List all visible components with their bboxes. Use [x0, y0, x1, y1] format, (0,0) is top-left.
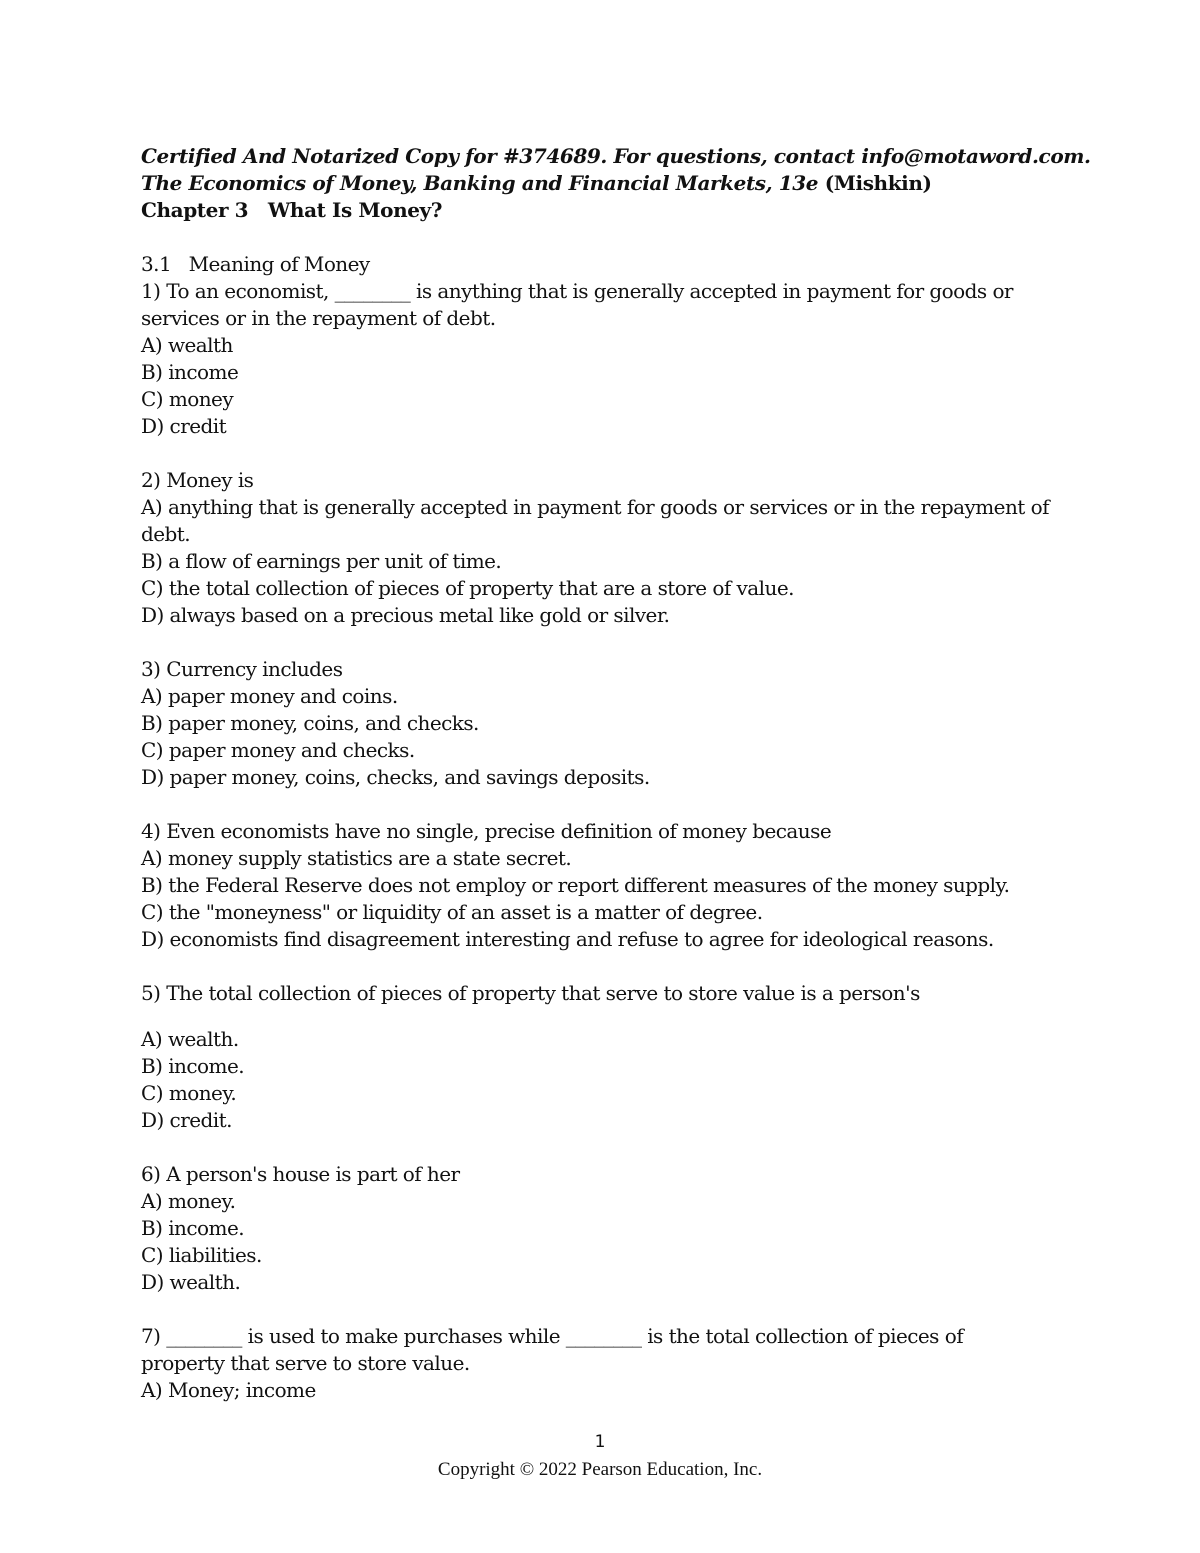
answer-option: C) the "moneyness" or liquidity of an asset is a matter of degree. — [141, 900, 763, 924]
answer-option: B) income — [141, 360, 239, 384]
answer-option: B) a flow of earnings per unit of time. — [141, 549, 502, 573]
answer-option: D) economists find disagreement interesting and refuse to agree for ideological reasons. — [141, 927, 994, 951]
spacer — [141, 224, 1041, 251]
answer-option: C) money. — [141, 1081, 237, 1105]
answer-option: B) the Federal Reserve does not employ or report different measures of the money supply. — [141, 873, 1010, 897]
question-block — [141, 656, 1041, 791]
question-stem: 5) The total collection of pieces of property that serve to store value is a person's — [141, 981, 920, 1005]
page-content — [141, 143, 1091, 1404]
answer-option: D) wealth. — [141, 1270, 241, 1294]
book-title: The Economics of Money, Banking and Financial Markets, 13e — [141, 171, 819, 195]
answer-option: C) the total collection of pieces of property that are a store of value. — [141, 576, 794, 600]
question-stem: 2) Money is — [141, 468, 254, 492]
certification-line: Certified And Notarized Copy for #374689. For questions, contact info@motaword.com. — [141, 144, 1091, 168]
question-block — [141, 467, 1049, 629]
question-stem — [141, 1007, 1041, 1026]
answer-option: B) income. — [141, 1216, 245, 1240]
question-block — [141, 980, 1041, 1134]
question-block — [141, 1323, 1041, 1404]
answer-option: A) Money; income — [141, 1378, 316, 1402]
answer-option: C) paper money and checks. — [141, 738, 415, 762]
answer-option: D) paper money, coins, checks, and savings deposits. — [141, 765, 650, 789]
question-stem: 4) Even economists have no single, precise definition of money because — [141, 819, 832, 843]
answer-option: B) income. — [141, 1054, 245, 1078]
question-stem: property that serve to store value. — [141, 1351, 470, 1375]
question-list — [141, 278, 1049, 1404]
answer-option: B) paper money, coins, and checks. — [141, 711, 479, 735]
book-author: (Mishkin) — [824, 171, 932, 195]
answer-option: debt. — [141, 522, 191, 546]
question-stem: 6) A person's house is part of her — [141, 1162, 460, 1186]
question-block — [141, 818, 1041, 953]
page-number: 1 — [594, 1432, 606, 1452]
answer-option: A) money. — [141, 1189, 236, 1213]
question-block — [141, 1161, 1041, 1296]
answer-option: A) wealth — [141, 333, 233, 357]
answer-option: A) money supply statistics are a state secret. — [141, 846, 572, 870]
question-stem: 3) Currency includes — [141, 657, 343, 681]
answer-option: D) credit. — [141, 1108, 232, 1132]
answer-option: D) always based on a precious metal like gold or silver. — [141, 603, 670, 627]
book-title-line — [141, 170, 1041, 197]
answer-option: D) credit — [141, 414, 227, 438]
answer-option: A) wealth. — [141, 1027, 239, 1051]
copyright-notice: Copyright © 2022 Pearson Education, Inc. — [437, 1459, 763, 1480]
question-stem: services or in the repayment of debt. — [141, 306, 496, 330]
answer-option: A) anything that is generally accepted in payment for goods or services or in the repayment of — [141, 495, 1049, 519]
question-block — [141, 278, 1041, 440]
question-stem: 7) ________ is used to make purchases while ________ is the total collection of pieces of — [141, 1324, 964, 1348]
answer-option: A) paper money and coins. — [141, 684, 398, 708]
answer-option: C) liabilities. — [141, 1243, 262, 1267]
answer-option: C) money — [141, 387, 234, 411]
section-title: 3.1 Meaning of Money — [141, 252, 370, 276]
question-stem: 1) To an economist, ________ is anything that is generally accepted in payment for goods or — [141, 279, 1013, 303]
chapter-title: Chapter 3 What Is Money? — [141, 198, 443, 222]
